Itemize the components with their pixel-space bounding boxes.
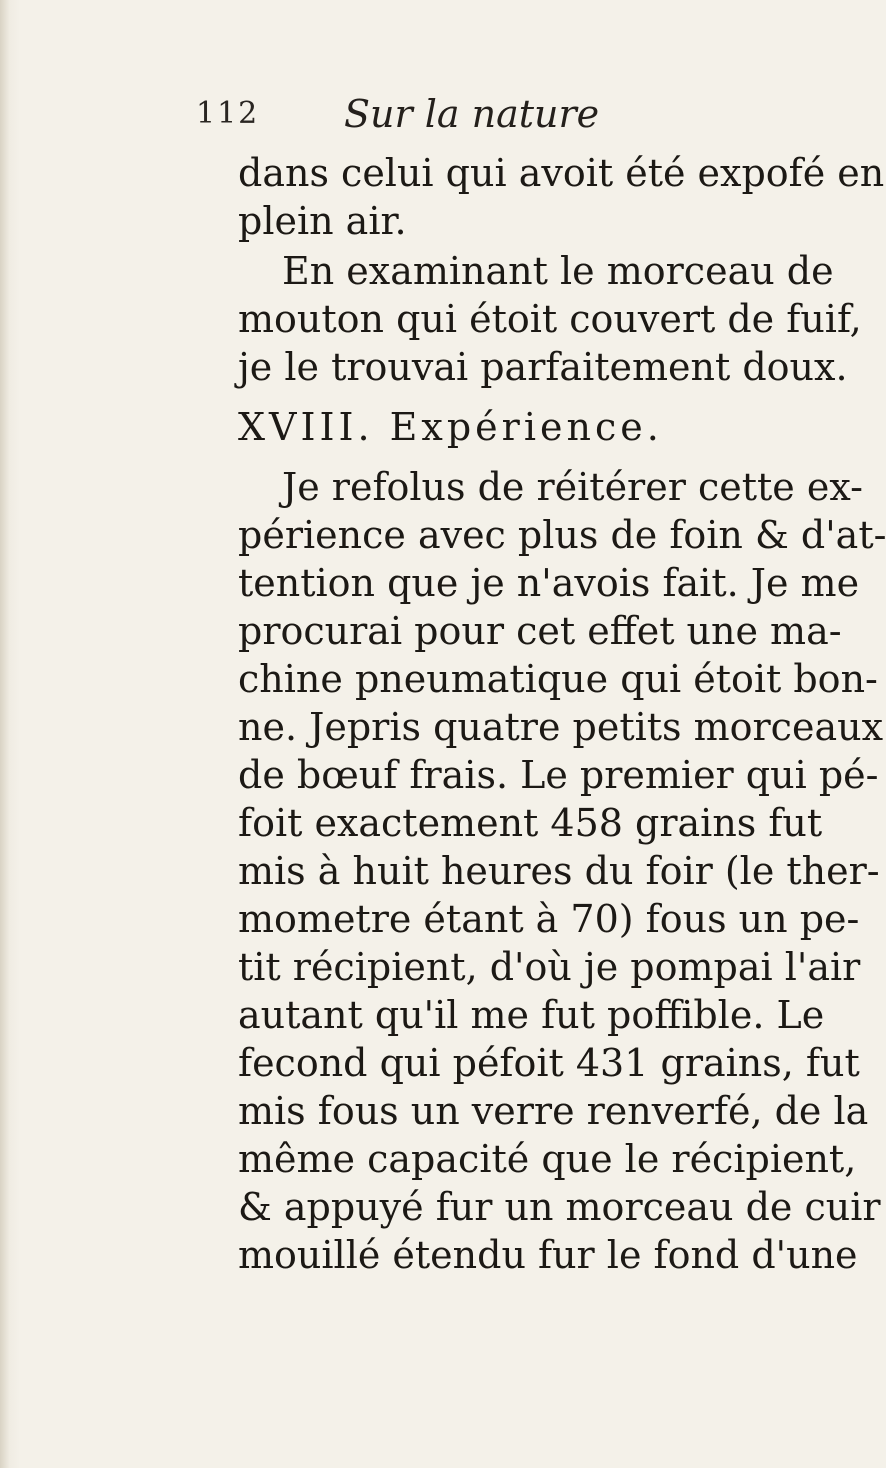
text-line: de bœuf frais. Le premier qui pé-: [238, 753, 879, 797]
text-line: & appuyé fur un morceau de cuir: [238, 1185, 881, 1229]
text-line: fecond qui péfoit 431 grains, fut: [238, 1041, 860, 1085]
text-line: je le trouvai parfaitement doux.: [238, 345, 848, 389]
text-line: plein air.: [238, 199, 407, 243]
text-line: Je refolus de réitérer cette ex-: [282, 465, 863, 509]
page-number: 112: [196, 96, 260, 131]
text-line: mometre étant à 70) fous un pe-: [238, 897, 860, 941]
page-header: [196, 92, 756, 142]
text-line: mouton qui étoit couvert de fuif,: [238, 297, 862, 341]
text-line: ne. Jepris quatre petits morceaux: [238, 705, 884, 749]
text-line: tit récipient, d'où je pompai l'air: [238, 945, 861, 989]
text-line: dans celui qui avoit été expofé en: [238, 151, 885, 195]
text-line: autant qu'il me fut poffible. Le: [238, 993, 825, 1037]
text-line: procurai pour cet effet une ma-: [238, 609, 842, 653]
text-line: mis fous un verre renverfé, de la: [238, 1089, 869, 1133]
text-line: En examinant le morceau de: [282, 249, 834, 293]
text-line: mouillé étendu fur le fond d'une: [238, 1233, 858, 1277]
page-binding-edge: [0, 0, 10, 1468]
text-line: mis à huit heures du foir (le ther-: [238, 849, 880, 893]
text-line: chine pneumatique qui étoit bon-: [238, 657, 878, 701]
section-heading: XVIII. Expérience.: [238, 405, 663, 449]
text-line: périence avec plus de foin & d'at-: [238, 513, 886, 557]
text-line: foit exactement 458 grains fut: [238, 801, 823, 845]
text-line: même capacité que le récipient,: [238, 1137, 857, 1181]
running-title: Sur la nature: [344, 92, 600, 136]
text-line: tention que je n'avois fait. Je me: [238, 561, 860, 605]
